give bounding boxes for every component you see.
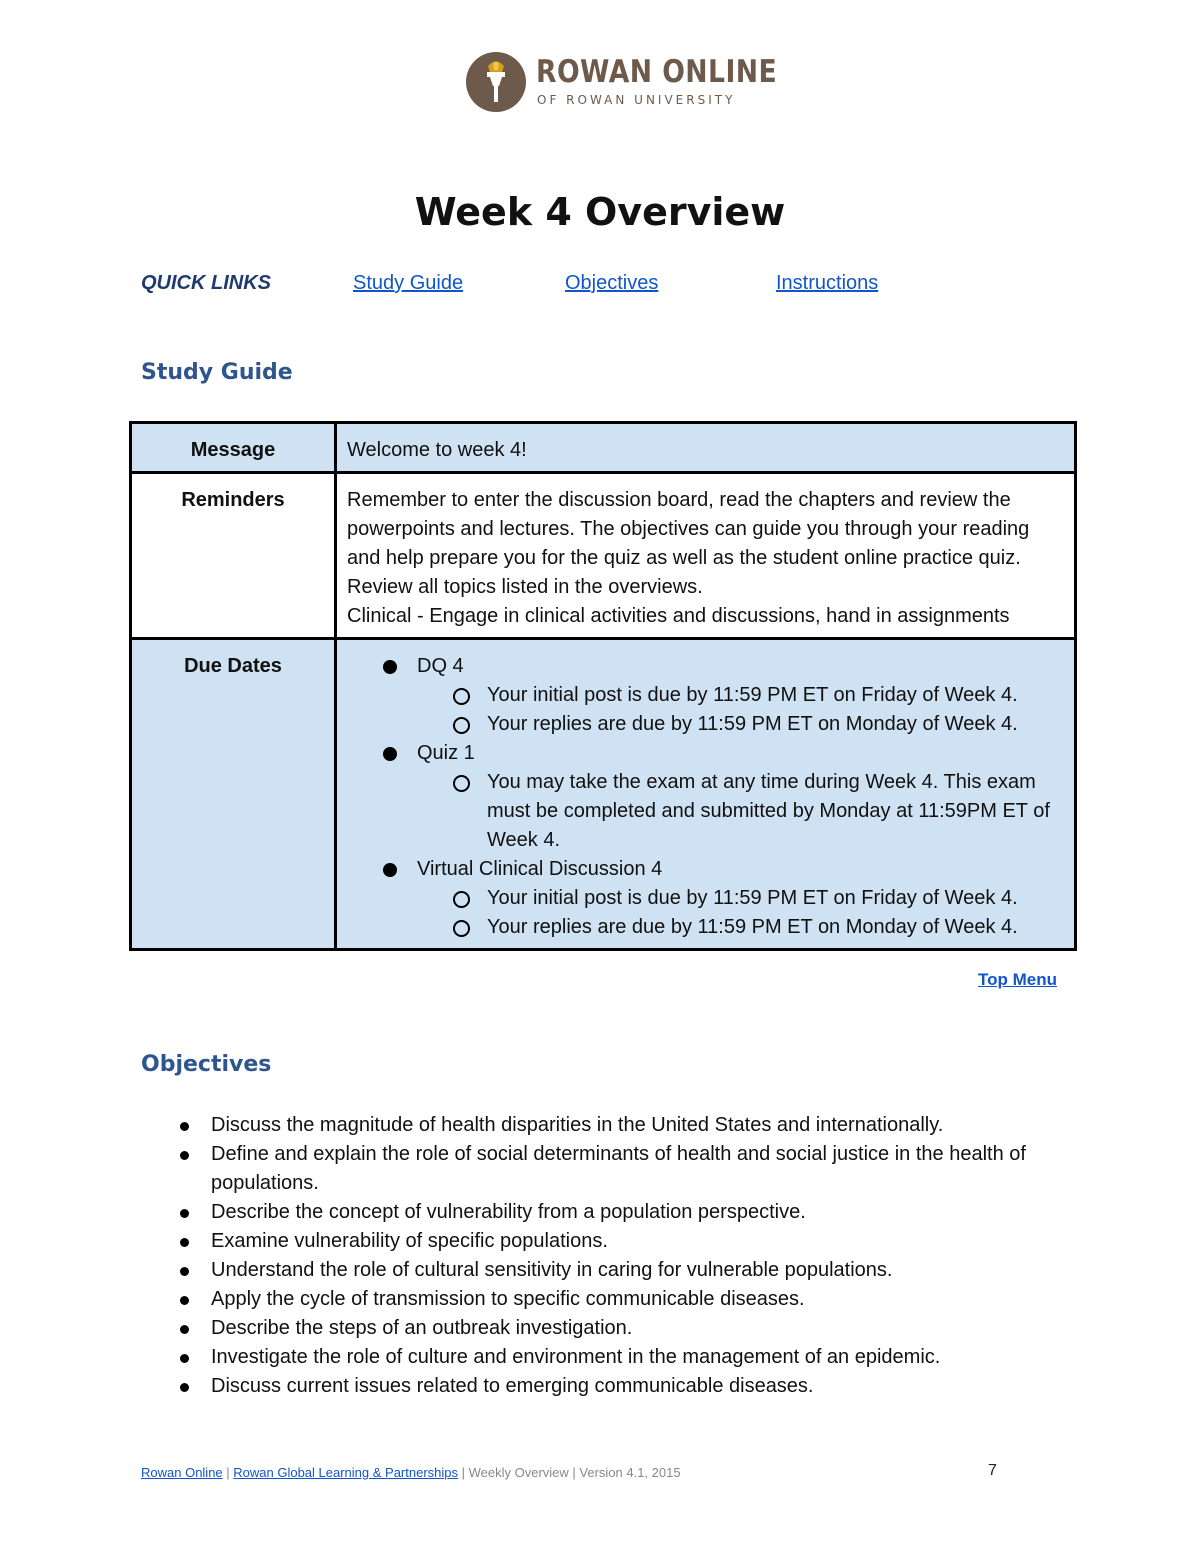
due-subitem: You may take the exam at any time during Week 4. This exam must be completed and submitted by Monday at 11:59PM ET of Week 4. (453, 768, 1064, 855)
due-dates-list-cell (336, 639, 1076, 950)
objective-item: Examine vulnerability of specific populations. (168, 1227, 1048, 1256)
page-number: 7 (988, 1462, 997, 1479)
objective-item: Describe the steps of an outbreak investigation. (168, 1314, 1048, 1343)
study-guide-table (129, 421, 1077, 951)
due-dates-list (347, 652, 1064, 942)
study-guide-heading: Study Guide (141, 360, 293, 385)
footer-link-rowan-online[interactable]: Rowan Online (141, 1465, 223, 1480)
reminders-line: Remember to enter the discussion board, read the chapters and review the powerpoints and lectures. The objectives can guide you through your reading and help prepare you for the quiz as well as the student online practice quiz. Review all topics listed in the overviews. (347, 489, 1030, 598)
page-title: Week 4 Overview (414, 190, 786, 234)
objective-item: Discuss the magnitude of health disparities in the United States and internationally. (168, 1111, 1048, 1140)
footer-link-global-learning[interactable]: Rowan Global Learning & Partnerships (233, 1465, 459, 1480)
due-item: DQ 4 Your initial post is due by 11:59 PM ET on Friday of Week 4. Your replies are due by 11:59 PM ET on Monday of Week 4. (383, 652, 1064, 739)
due-subitem: Your replies are due by 11:59 PM ET on Monday of Week 4. (453, 710, 1064, 739)
objective-item: Discuss current issues related to emerging communicable diseases. (168, 1372, 1048, 1401)
due-item: Virtual Clinical Discussion 4 Your initial post is due by 11:59 PM ET on Friday of Week 4. Your replies are due by 11:59 PM ET on Monday of Week 4. (383, 855, 1064, 942)
objectives-heading: Objectives (141, 1052, 272, 1077)
reminders-row (131, 473, 1076, 639)
reminders-text (336, 473, 1076, 639)
objective-item: Investigate the role of culture and environment in the management of an epidemic. (168, 1343, 1048, 1372)
message-label: Message (131, 423, 336, 473)
due-item: Quiz 1 You may take the exam at any time during Week 4. This exam must be completed and submitted by Monday at 11:59PM ET of Week 4. (383, 739, 1064, 855)
message-row (131, 423, 1076, 473)
footer-text: | Weekly Overview | Version 4.1, 2015 (458, 1465, 681, 1480)
quick-link-instructions[interactable]: Instructions (776, 272, 879, 294)
due-dates-row (131, 639, 1076, 950)
logo-sub-text: OF ROWAN UNIVERSITY (537, 93, 736, 107)
reminders-label: Reminders (131, 473, 336, 639)
reminders-line: Clinical - Engage in clinical activities and discussions, hand in assignments (347, 605, 1010, 627)
quick-link-objectives[interactable]: Objectives (565, 272, 659, 294)
logo-main-text: ROWAN ONLINE (536, 54, 778, 90)
rowan-online-logo (466, 52, 778, 114)
due-subitem: Your initial post is due by 11:59 PM ET on Friday of Week 4. (453, 681, 1064, 710)
due-dates-label: Due Dates (131, 639, 336, 950)
message-text: Welcome to week 4! (336, 423, 1076, 473)
footer-separator: | (222, 1465, 234, 1480)
objective-item: Understand the role of cultural sensitivity in caring for vulnerable populations. (168, 1256, 1048, 1285)
objective-item: Describe the concept of vulnerability from a population perspective. (168, 1198, 1048, 1227)
due-subitem: Your initial post is due by 11:59 PM ET on Friday of Week 4. (453, 884, 1064, 913)
quick-link-study-guide[interactable]: Study Guide (353, 272, 464, 294)
due-subitem: Your replies are due by 11:59 PM ET on Monday of Week 4. (453, 913, 1064, 942)
torch-icon (466, 52, 526, 112)
page-footer (141, 1465, 681, 1480)
objectives-list (168, 1111, 1048, 1401)
objective-item: Apply the cycle of transmission to specific communicable diseases. (168, 1285, 1048, 1314)
objective-item: Define and explain the role of social determinants of health and social justice in the health of populations. (168, 1140, 1048, 1198)
top-menu-link[interactable]: Top Menu (978, 970, 1057, 989)
quick-links-label: QUICK LINKS (141, 272, 271, 294)
